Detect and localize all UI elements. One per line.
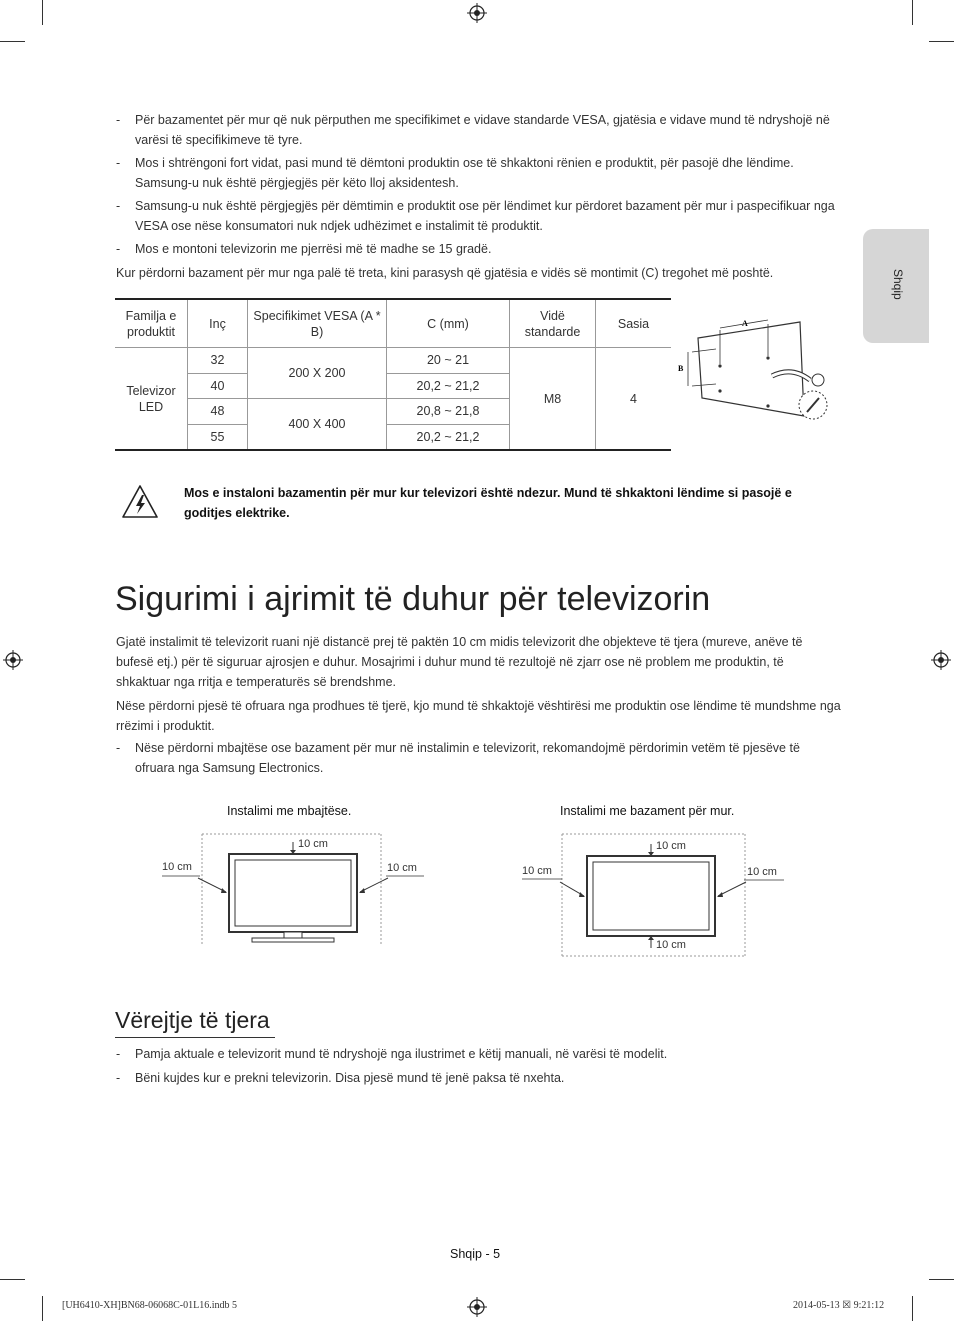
crop-mark: [912, 0, 913, 25]
diagram-wall-title: Instalimi me bazament për mur.: [560, 804, 735, 818]
list-item: - Mos e montoni televizorin me pjerrësi më të madhe se 15 gradë.: [116, 242, 492, 256]
intro-line: Kur përdorni bazament për mur nga palë të treta, kini parasysh që gjatësia e vidës së montimit (C) tregohet më poshtë.: [116, 266, 774, 280]
print-timestamp: 2014-05-13 ☒ 9:21:12: [793, 1300, 885, 1311]
paragraph: Gjatë instalimit të televizorit ruani një distancë prej të paktën 10 cm midis televizorit dhe objekteve të tjera (mureve, anëve të bufesë etj.) për të siguruar ajrosjen e duhur. Mosajrimi i duhur mund të rezultojë në zjarr ose në problem me produktin, të shkaktuar nga rritja e temperaturës së brendshme.: [116, 635, 803, 689]
table-header: Specifikimet VESA (A * B): [248, 299, 387, 348]
clearance-right-label: 10 cm: [387, 862, 417, 874]
table-cell: 55: [188, 424, 248, 450]
clearance-left-label: 10 cm: [162, 861, 192, 873]
registration-mark-icon: [931, 650, 951, 670]
label-b: B: [678, 364, 684, 373]
diagram-stand-title: Instalimi me mbajtëse.: [227, 804, 352, 818]
page-number: Shqip - 5: [450, 1247, 501, 1261]
table-cell: 20,2 ~ 21,2: [387, 373, 510, 399]
crop-mark: [912, 1296, 913, 1321]
clearance-top-label: 10 cm: [298, 838, 328, 850]
clearance-bottom-label: 10 cm: [656, 939, 686, 951]
clearance-top-label: 10 cm: [656, 840, 686, 852]
vesa-spec-table: [115, 298, 671, 451]
registration-mark-icon: [467, 1297, 487, 1317]
crop-mark: [0, 1279, 25, 1280]
crop-mark: [929, 41, 954, 42]
side-tab-label: Shqip: [891, 269, 905, 300]
print-file-info: [UH6410-XH]BN68-06068C-01L16.indb 5: [62, 1300, 237, 1311]
clearance-right-label: 10 cm: [747, 866, 777, 878]
section-heading: Vërejtje të tjera: [115, 1007, 270, 1033]
list-item: - Bëni kujdes kur e prekni televizorin. Disa pjesë mund të jenë paksa të nxehta.: [116, 1071, 565, 1085]
table-header: Inç: [188, 299, 248, 348]
table-header: Sasia: [596, 299, 672, 348]
table-header: C (mm): [387, 299, 510, 348]
registration-mark-icon: [467, 3, 487, 23]
wall-mount-illustration: [676, 306, 836, 436]
heading-underline: [115, 1037, 275, 1038]
table-header: Familja e produktit: [115, 299, 188, 348]
language-side-tab: [863, 229, 929, 343]
registration-mark-icon: [3, 650, 23, 670]
crop-mark: [42, 1296, 43, 1321]
table-cell: 20,8 ~ 21,8: [387, 399, 510, 425]
paragraph: Nëse përdorni pjesë të ofruara nga prodhues të tjerë, kjo mund të shkaktojë vështirësi me produktin ose lëndime të mundshme nga rrëzimi i produktit.: [116, 699, 841, 733]
list-item: - Mos i shtrëngoni fort vidat, pasi mund të dëmtoni produktin ose të shkaktoni rënien e produktit, për pasojë dhe lëndime. Samsung-u nuk është përgjegjës për këto lloj aksidentesh.: [116, 156, 794, 190]
table-cell-family: Televizor LED: [115, 348, 188, 451]
table-cell: 20,2 ~ 21,2: [387, 424, 510, 450]
electric-warning-icon: [121, 484, 159, 520]
list-item: - Për bazamentet për mur që nuk përputhen me specifikimet e vidave standarde VESA, gjatësia e vidave mund të ndryshojë në varësi të specifikimeve të tyre.: [116, 113, 830, 147]
table-cell: 20 ~ 21: [387, 348, 510, 374]
table-cell: 32: [188, 348, 248, 374]
list-item: - Nëse përdorni mbajtëse ose bazament për mur në instalimin e televizorit, rekomandojmë përdorimin vetëm të pjesëve të ofruara nga Samsung Electronics.: [116, 741, 800, 775]
crop-mark: [42, 0, 43, 25]
table-cell: 4: [596, 348, 672, 451]
label-a: A: [742, 319, 748, 328]
table-cell: 40: [188, 373, 248, 399]
table-header: Vidë standarde: [510, 299, 596, 348]
list-item: - Pamja aktuale e televizorit mund të ndryshojë nga ilustrimet e këtij manuali, në varësi të modelit.: [116, 1047, 668, 1061]
crop-mark: [0, 41, 25, 42]
clearance-left-label: 10 cm: [522, 865, 552, 877]
wall-clearance-diagram: [518, 826, 788, 961]
table-cell: 48: [188, 399, 248, 425]
table-cell: 400 X 400: [248, 399, 387, 451]
table-cell: M8: [510, 348, 596, 451]
section-heading: Sigurimi i ajrimit të duhur për televizorin: [115, 580, 711, 618]
stand-clearance-diagram: [158, 826, 428, 956]
crop-mark: [929, 1279, 954, 1280]
table-cell: 200 X 200: [248, 348, 387, 399]
warning-text: Mos e instaloni bazamentin për mur kur televizori është ndezur. Mund të shkaktoni lëndime si pasojë e goditjes elektrike.: [184, 486, 792, 520]
list-item: - Samsung-u nuk është përgjegjës për dëmtimin e produktit ose për lëndimet kur përdoret bazament për mur i paspecifikuar nga VESA ose nëse konsumatori nuk ndjek udhëzimet e instalimit të produktit.: [116, 199, 835, 233]
